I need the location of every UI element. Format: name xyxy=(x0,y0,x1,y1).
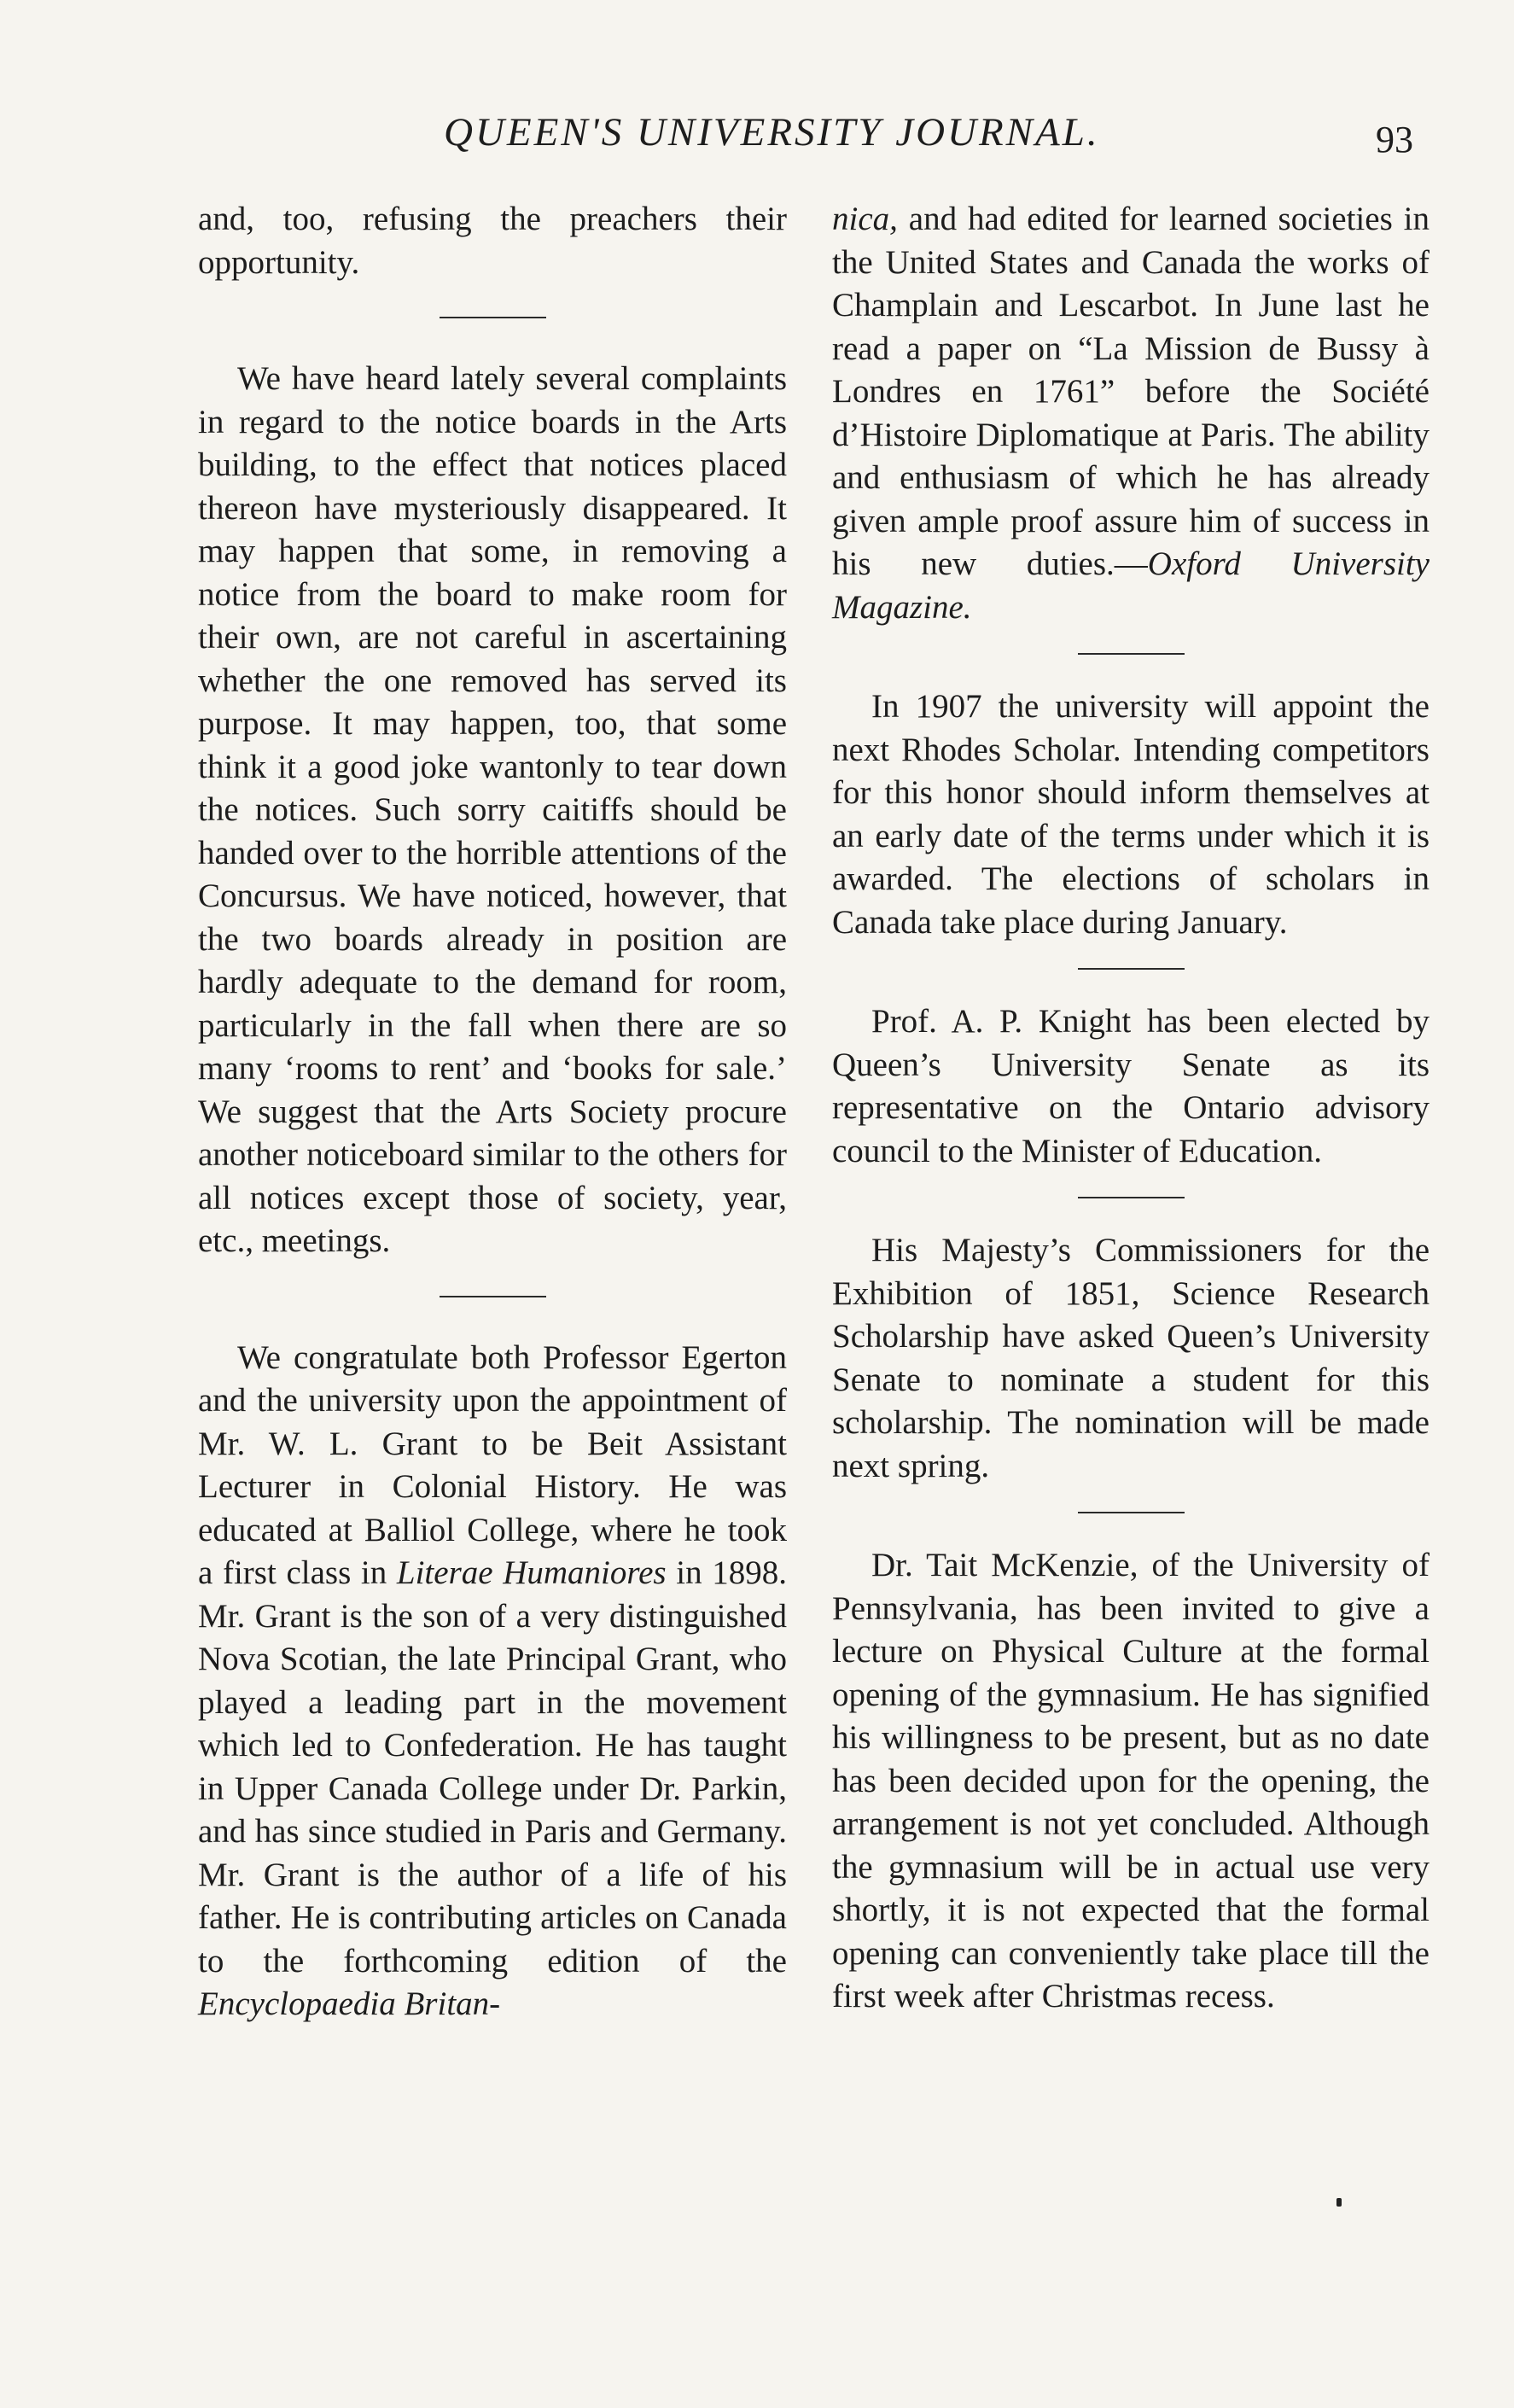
italic-text: Literae Humaniores xyxy=(396,1554,667,1591)
paragraph-continuation: and, too, refusing the preachers their opportunity. xyxy=(198,201,787,281)
section-divider xyxy=(440,317,546,318)
journal-title: QUEEN'S UNIVERSITY JOURNAL. xyxy=(444,110,1100,155)
italic-text: Oxford University Magazine. xyxy=(832,545,1430,626)
italic-text: nica, xyxy=(832,201,898,237)
right-column xyxy=(832,198,1430,2019)
paragraph-grant-appointment xyxy=(198,1337,787,2026)
paragraph-knight-elected: Prof. A. P. Knight has been elected by Queen’s University Senate as its representative on the Ontario advisory council to the Minister of Education. xyxy=(832,1003,1430,1169)
section-divider xyxy=(1078,1197,1185,1198)
left-column xyxy=(198,198,787,2026)
print-speck xyxy=(1336,2198,1342,2207)
paragraph-rhodes-scholar: In 1907 the university will appoint the next Rhodes Scholar. Intending competitors for this honor should inform themselves at an early date of the terms under which it is awarded. The elections of scholars in Canada take place during January. xyxy=(832,688,1430,941)
section-divider xyxy=(1078,653,1185,655)
paragraph-notice-boards: We have heard lately several complaints in regard to the notice boards in the Arts building, to the effect that notices placed thereon have mysteriously disappeared. It may happen that some, in removing a notice from the board to make room for their own, are not careful in ascertaining whether the one removed has served its purpose. It may happen, too, that some think it a good joke wantonly to tear down the notices. Such sorry caitiffs should be handed over to the horrible attentions of the Concursus. We have noticed, however, that the two boards already in position are hardly adequate to the demand for room, particularly in the fall when there are so many ‘rooms to rent’ and ‘books for sale.’ We suggest that the Arts Society procure another noticeboard similar to the others for all notices except those of society, year, etc., meetings. xyxy=(198,360,787,1259)
italic-text: Encyclopaedia Britan- xyxy=(198,1985,501,2022)
page-number: 93 xyxy=(1376,119,1413,160)
running-header xyxy=(0,109,1514,160)
text-run: and had edited for learned societies in the United States and Canada the works of Champlain and Lescarbot. In June last he read a paper on “La Mission de Bussy à Londres en 1761” before the Société d’Histoire Diplomatique at Paris. The ability and enthusiasm of which he has already given ample proof assure him of success in his new duties.— xyxy=(832,201,1430,582)
section-divider xyxy=(1078,968,1185,970)
paragraph-exhibition-scholarship: His Majesty’s Commissioners for the Exhibition of 1851, Science Research Scholarship have asked Queen’s University Senate to nominate a student for this scholarship. The nomination will be made next spring. xyxy=(832,1232,1430,1484)
text-run: We congratulate both Professor Egerton and the university upon the appointment of Mr. W. L. Grant to be Beit Assistant Lecturer in Colonial History. He was educated at Balliol College, where he took a first class in xyxy=(198,1338,787,1591)
text-run: in 1898. Mr. Grant is the son of a very distinguished Nova Scotian, the late Principal Grant, who played a leading part in the movement which led to Confederation. He has taught in Upper Canada College under Dr. Parkin, and has since studied in Paris and Germany. Mr. Grant is the author of a life of his father. He is contributing articles on Canada to the forthcoming edition of the xyxy=(198,1554,788,1979)
section-divider xyxy=(440,1296,546,1297)
section-divider xyxy=(1078,1512,1185,1513)
paragraph-mckenzie-lecture: Dr. Tait McKenzie, of the University of Pennsylvania, has been invited to give a lecture on Physical Culture at the formal opening of the gymnasium. He has signified his willingness to be present, but as no date has been decided upon for the opening, the arrangement is not yet concluded. Although the gymnasium will be in actual use very shortly, it is not expected that the formal opening can conveniently take place till the first week after Christmas recess. xyxy=(832,1547,1430,2014)
paragraph-continuation xyxy=(832,198,1430,629)
